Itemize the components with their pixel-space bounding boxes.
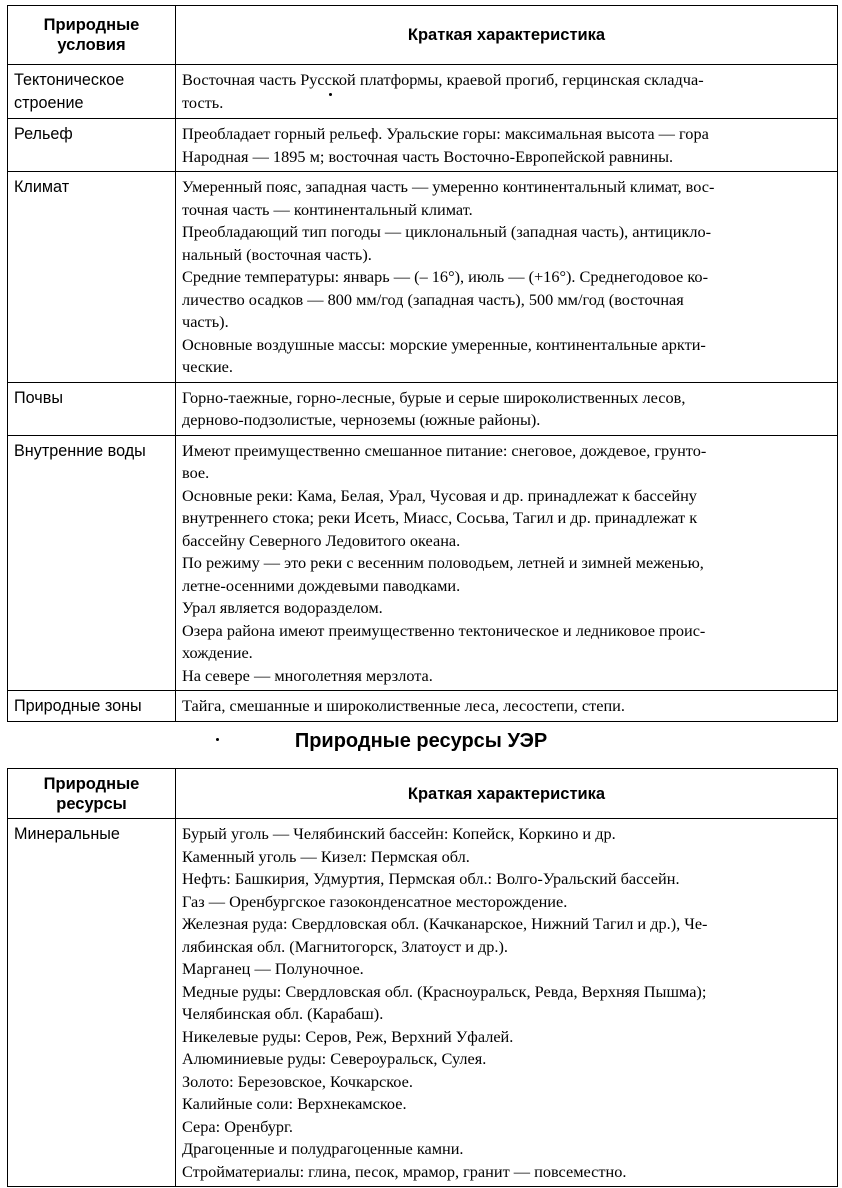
header-cell <box>8 769 176 819</box>
text-line: Умеренный пояс, западная часть — умеренно континентальный климат, вос- <box>182 177 715 196</box>
text-line: Стройматериалы: глина, песок, мрамор, гранит — повсеместно. <box>182 1161 627 1181</box>
text-line: нальный (восточная часть). <box>182 244 372 264</box>
print-speck <box>329 93 332 96</box>
text-line: Восточная часть Русской платформы, краевой прогиб, герцинская складча- <box>182 70 704 89</box>
table-header-row <box>8 769 838 819</box>
table-row <box>8 119 838 172</box>
row-label: Почвы <box>8 382 176 435</box>
text-line: Преобладающий тип погоды — циклональный (западная часть), антицикло- <box>182 222 712 241</box>
text-line: Газ — Оренбургское газоконденсатное месторождение. <box>182 891 568 911</box>
text-line: Алюминиевые руды: Североуральск, Сулея. <box>182 1049 487 1068</box>
natural-resources-table <box>7 768 838 1187</box>
text-line: На севере — многолетняя мерзлота. <box>182 665 433 685</box>
text-line: Горно-таежные, горно-лесные, бурые и серые широколиственных лесов, <box>182 387 686 407</box>
text-line: личество осадков — 800 мм/год (западная часть), 500 мм/год (восточная <box>182 289 684 309</box>
row-description <box>176 382 838 435</box>
row-label: Рельеф <box>8 119 176 172</box>
text-line: Калийные соли: Верхнекамское. <box>182 1094 407 1113</box>
table-row <box>8 382 838 435</box>
text-line: Медные руды: Свердловская обл. (Красноуральск, Ревда, Верхняя Пышма); <box>182 981 707 1001</box>
header-cell: Краткая характеристика <box>176 6 838 65</box>
row-description <box>176 172 838 383</box>
row-description <box>176 819 838 1187</box>
row-label: Тектоническое строение <box>8 65 176 119</box>
text-line: точная часть — континентальный климат. <box>182 199 473 219</box>
text-line: Каменный уголь — Кизел: Пермская обл. <box>182 846 470 866</box>
text-line: Тайга, смешанные и широколиственные леса, лесостепи, степи. <box>182 696 625 715</box>
row-label: Минеральные <box>8 819 176 1187</box>
table-row <box>8 435 838 691</box>
section-title: Природные ресурсы УЭР <box>294 730 548 752</box>
text-line: Озера района имеют преимущественно тектоническое и ледниковое проис- <box>182 620 706 640</box>
text-line: Нефть: Башкирия, Удмуртия, Пермская обл.: Волго-Уральский бассейн. <box>182 869 680 888</box>
table-row <box>8 691 838 722</box>
text-line: Народная — 1895 м; восточная часть Восточно-Европейской равнины. <box>182 146 674 166</box>
text-line: дерново-подзолистые, черноземы (южные районы). <box>182 410 541 429</box>
text-line: вое. <box>182 463 210 482</box>
table-row <box>8 65 838 119</box>
row-label: Климат <box>8 172 176 383</box>
header-text: Природные условия <box>43 16 140 54</box>
text-line: тость. <box>182 92 224 112</box>
text-line: Челябинская обл. (Карабаш). <box>182 1004 384 1023</box>
header-cell <box>8 6 176 65</box>
table-row <box>8 819 838 1187</box>
text-line: Драгоценные и полудрагоценные камни. <box>182 1139 464 1158</box>
row-label: Природные зоны <box>8 691 176 722</box>
text-line: Урал является водоразделом. <box>182 598 383 617</box>
text-line: внутреннего стока; реки Исеть, Миасс, Сосьва, Тагил и др. принадлежат к <box>182 508 698 527</box>
text-line: летне-осенними дождевыми паводками. <box>182 575 461 595</box>
text-line: Никелевые руды: Серов, Реж, Верхний Уфалей. <box>182 1026 514 1046</box>
header-text: Природные ресурсы <box>43 774 140 813</box>
text-line: По режиму — это реки с весенним половодьем, летней и зимней меженью, <box>182 553 704 572</box>
text-line: ческие. <box>182 357 233 376</box>
text-line: Железная руда: Свердловская обл. (Качканарское, Нижний Тагил и др.), Че- <box>182 914 708 933</box>
text-line: бассейну Северного Ледовитого океана. <box>182 530 461 550</box>
text-line: хождение. <box>182 643 253 662</box>
row-description <box>176 435 838 691</box>
text-line: Преобладает горный рельеф. Уральские горы: максимальная высота — гора <box>182 124 709 143</box>
table-header-row <box>8 6 838 65</box>
text-line: Средние температуры: январь — (– 16°), июль — (+16°). Среднегодовое ко- <box>182 267 708 286</box>
text-line: Бурый уголь — Челябинский бассейн: Копейск, Коркино и др. <box>182 824 616 843</box>
row-label: Внутренние воды <box>8 435 176 691</box>
row-description <box>176 691 838 722</box>
text-line: лябинская обл. (Магнитогорск, Златоуст и др.). <box>182 936 508 956</box>
row-description <box>176 65 838 119</box>
header-cell: Краткая характеристика <box>176 769 838 819</box>
text-line: Сера: Оренбург. <box>182 1116 293 1136</box>
natural-conditions-table <box>7 5 838 722</box>
text-line: Марганец — Полуночное. <box>182 959 364 978</box>
text-line: Основные реки: Кама, Белая, Урал, Чусовая и др. принадлежат к бассейну <box>182 485 697 505</box>
row-description <box>176 119 838 172</box>
text-line: Имеют преимущественно смешанное питание: снеговое, дождевое, грунто- <box>182 440 707 460</box>
table-row <box>8 172 838 383</box>
text-line: Основные воздушные массы: морские умеренные, континентальные аркти- <box>182 334 706 354</box>
text-line: часть). <box>182 312 229 331</box>
text-line: Золото: Березовское, Кочкарское. <box>182 1071 413 1091</box>
